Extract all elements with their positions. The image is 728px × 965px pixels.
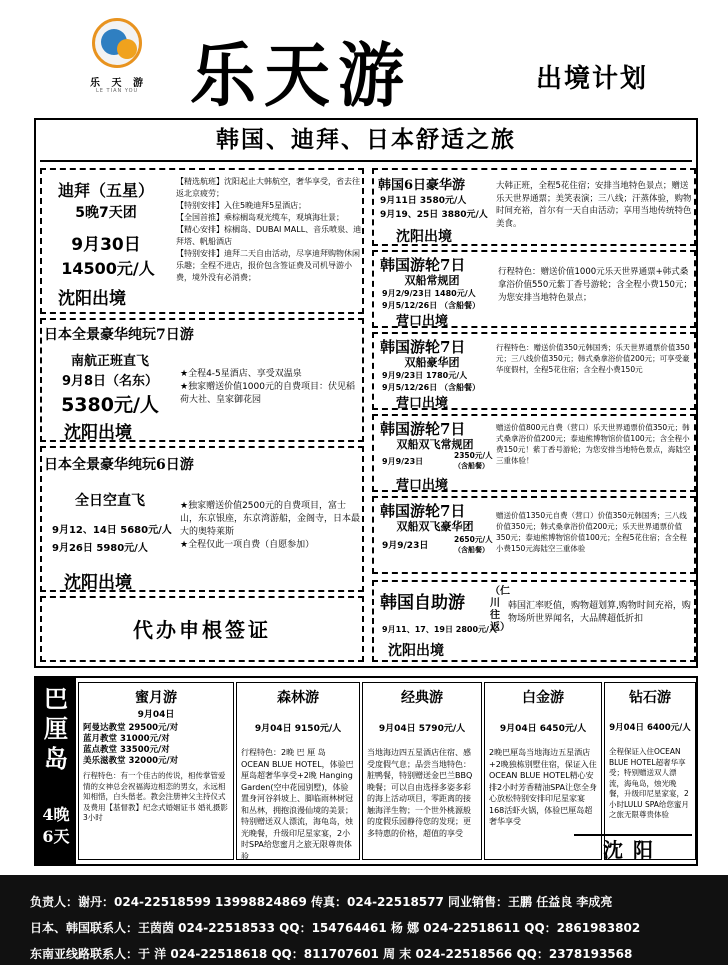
- korea6-box: [372, 168, 696, 246]
- japan6-row: 9月12、14日 5680元/人: [52, 525, 172, 536]
- japan6-note: ★全程仅此一项自费（自愿参加）: [180, 540, 315, 550]
- divider: [40, 160, 692, 162]
- japan6-box: [40, 446, 364, 592]
- cruise1-box: [372, 250, 696, 328]
- cruise1-departure: 营口出境: [396, 314, 449, 329]
- japan7-title: 日本全景豪华纯玩7日游: [44, 327, 194, 343]
- honeymoon-title: 蜜月游: [135, 690, 177, 706]
- korea6-title: 韩国6日豪华游: [378, 178, 466, 193]
- self-row: 9月11、17、19日 2800元/人: [382, 625, 497, 634]
- logo-subtitle: LE TIAN YOU: [96, 88, 139, 94]
- dubai-note: 【特别安排】入住5晚迪拜5星酒店；: [176, 201, 307, 210]
- cruise2-rows: [382, 370, 494, 394]
- dubai-note: 【精选航班】沈阳起止大韩航空，奢华享受，省去往返北京疲劳；: [176, 177, 360, 198]
- cruise3-date: 9月9/23日: [382, 457, 424, 466]
- cruise2-sub: 双船豪华团: [404, 356, 460, 369]
- korea6-rows: [380, 194, 490, 222]
- visa-box: [40, 596, 364, 662]
- header: [0, 0, 728, 118]
- cruise1-rows: [382, 288, 494, 312]
- cruise1-row: 9月5/12/26日 （含船餐）: [382, 301, 481, 310]
- cruise2-row: 9月9/23日 1780元/人: [382, 371, 468, 380]
- main-section: [34, 118, 698, 668]
- japan7-departure: 沈阳出境: [64, 423, 132, 443]
- platinum-price: 9月04日 6450元/人: [499, 724, 587, 734]
- logo-icon: [92, 18, 142, 68]
- self-title: 韩国自助游: [380, 593, 465, 613]
- diamond-price: 9月04日 6400元/人: [609, 723, 691, 733]
- dubai-price: 14500元/人: [61, 259, 155, 278]
- japan7-note: ★全程4-5星酒店、享受双温泉: [180, 369, 302, 379]
- classic-price: 9月04日 5790元/人: [378, 724, 466, 734]
- classic-notes: 当地海边四五星酒店住宿、感受度假气息；品尝当地特色：脏鸭餐，特别赠送金巴兰BBQ晚餐；可以自由选择多姿多彩的海上活动项目，零距离的接触海洋生物；一个世外桃源般的度假乐园静待您的发现；更多特惠的价格，超值的享受: [367, 748, 473, 838]
- japan6-departure: 沈阳出境: [64, 573, 132, 593]
- classic-title: 经典游: [401, 690, 443, 706]
- cruise3-sub: 双船双飞常规团: [396, 438, 474, 451]
- self-box: [372, 580, 696, 662]
- japan7-note: ★独家赠送价值1000元的自费项目：伏见稻荷大社、皇家御花园: [180, 382, 355, 405]
- cruise2-departure: 营口出境: [396, 396, 449, 411]
- brand-title: 乐天游: [190, 34, 412, 117]
- platinum-notes: 2晚巴厘岛当地海边五星酒店+2晚独栋别墅住宿，保证入住OCEAN BLUE HOTEL精心安排2小时芳香精油SPA让您全身心放松特别安排印尼星家宴 168活虾火锅，体验巴厘岛超奢华享受: [489, 748, 597, 826]
- japan6-title: 日本全景豪华纯玩6日游: [44, 457, 194, 473]
- dubai-note: 【全国首推】乘棕榈岛观光缆车，观填海壮景；: [176, 213, 344, 222]
- cruise4-notes: 赠送价值1350元自费（营口）价值350元韩国秀；三八线价值350元；韩式桑拿浴价值200元；乐天世界通票价值350元；泰迪熊博物馆价值100元；全程5花住宿；含全程小费150元海陆空三重体验: [496, 511, 687, 553]
- cruise1-title: 韩国游轮7日: [380, 256, 466, 274]
- logo-text: 乐 天 游: [90, 78, 147, 89]
- korea6-row: 9月19、25日 3880元/人: [380, 210, 488, 220]
- cruise2-box: [372, 332, 696, 410]
- footer-row: 日本、韩国联系人：王茵茵 024-22518533 QQ：154764461 杨 娜 024-22518611 QQ：2861983802: [30, 921, 641, 935]
- cruise1-sub: 双船常规团: [404, 274, 460, 287]
- honeymoon-row: 美乐滋教堂 32000元/对: [83, 756, 179, 766]
- diamond-notes: 全程保证入住OCEAN BLUE HOTEL超奢华享受；特别赠送双人漂流，海龟岛，烛光晚餐，升级印尼星家宴，2小时LULU SPA给您蜜月之旅无限尊贵体验: [609, 747, 689, 819]
- dubai-note: 【精心安排】棕榈岛、DUBAI MALL、音乐喷泉、迪拜塔、帆船酒店: [176, 225, 362, 246]
- self-notes: 韩国汇率贬值，购物超划算,购物时间充裕，购物场所世界闻名，大品牌超低折扣: [508, 601, 691, 624]
- cruise3-title: 韩国游轮7日: [380, 420, 466, 438]
- cruise3-notes: 赠送价值800元自费（营口）乐天世界通票价值350元；韩式桑拿浴价值200元；泰迪熊博物馆价值100元；含全程小费150元！紫丁香号游轮；为您安排当地特色景点，海陆空三重体验！: [496, 423, 691, 465]
- cruise2-notes: 行程特色：赠送价值350元韩国秀；乐天世界通票价值350元；三八线价值350元；韩式桑拿浴价值200元；可享受豪华度假村，全程5花住宿；含全程小费150元: [496, 343, 690, 374]
- bali-days: 4晚6天: [42, 805, 70, 846]
- cruise3-price: 2350元/人: [454, 451, 493, 460]
- korea6-notes: 大韩正班，全程5花住宿；安排当地特色景点；赠送乐天世界通票；美笑表演；三八线；汗蒸体验，购物时间充裕，首尔有一天自由活动；享用当地传统特色美食。: [496, 181, 692, 229]
- diamond-title: 钻石游: [629, 690, 671, 706]
- visa-title: 代办申根签证: [133, 618, 271, 642]
- platinum-title: 白金游: [522, 690, 564, 706]
- honeymoon-rows: [83, 723, 233, 767]
- japan6-row: 9月26日 5980元/人: [52, 543, 148, 554]
- cruise2-row: 9月5/12/26日 （含船餐）: [382, 383, 481, 392]
- japan6-notes: [180, 500, 360, 552]
- forest-title: 森林游: [277, 690, 319, 706]
- japan7-price: 5380元/人: [61, 394, 159, 416]
- japan6-rows: [52, 522, 182, 558]
- honeymoon-notes: 行程特色：有一个佳古的传说，相传掌管爱情的女神总会祝福海边相恋的男女，永远相知相惜，白头偕老。教会注册神父主持仪式及费用【基督教】纪念式婚姻证书 婚礼摄影3小时: [83, 771, 228, 822]
- bali-side-banner: [36, 678, 76, 864]
- cruise4-price: 2650元/人: [454, 535, 493, 544]
- dubai-date: 9月30日: [71, 235, 141, 255]
- japan7-notes: [180, 368, 360, 407]
- bali-departure: 沈阳: [603, 838, 663, 862]
- honeymoon-row: 阿曼达教堂 29500元/对: [83, 723, 179, 733]
- self-departure: 沈阳出境: [388, 643, 444, 659]
- dubai-departure: 沈阳出境: [58, 289, 126, 309]
- korea6-row: 9月11日 3580元/人: [380, 196, 467, 206]
- forest-package: [236, 682, 360, 860]
- brand-subtitle: 出境计划: [536, 64, 649, 94]
- cruise3-box: [372, 414, 696, 492]
- japan7-date: 9月8日（名东）: [61, 374, 159, 389]
- cruise1-row: 9月2/9/23日 1480元/人: [382, 289, 476, 298]
- cruise1-notes: 行程特色：赠送价值1000元乐天世界通票+韩式桑拿浴价值550元紫丁香号游轮；含全程小费150元；为您安排当地特色景点；: [498, 267, 692, 303]
- honeymoon-row: 蓝点教堂 33500元/对: [83, 745, 170, 755]
- footer-row: 负责人：谢丹：024-22518599 13998824869 传真：024-22518577 同业销售：王鹏 任益良 李成亮: [30, 895, 613, 909]
- japan7-flight: 南航正班直飞: [70, 354, 149, 369]
- cruise4-title: 韩国游轮7日: [380, 502, 466, 520]
- cruise4-meal: （含船餐）: [454, 546, 489, 554]
- cruise2-title: 韩国游轮7日: [380, 338, 466, 356]
- classic-package: [362, 682, 482, 860]
- dubai-note: 【特别安排】迪拜二天自由活动，尽享迪拜购物休闲乐趣；全程不进店，报价包含签证费及司机导游小费，境外没有必消费；: [176, 249, 360, 282]
- honeymoon-row: 蓝月教堂 31000元/对: [83, 734, 170, 744]
- honeymoon-package: [78, 682, 234, 860]
- bali-name: 巴厘岛: [44, 684, 68, 773]
- japan6-flight: 全日空直飞: [75, 493, 145, 509]
- cruise4-sub: 双船双飞豪华团: [396, 520, 474, 533]
- dubai-notes: [176, 176, 362, 284]
- forest-price: 9月04日 9150元/人: [254, 724, 342, 734]
- footer: [0, 875, 728, 965]
- forest-notes: 行程特色：2晚 巴 厘 岛 OCEAN BLUE HOTEL，体验巴厘岛超奢华享受+2晚 Hanging Garden(空中花园别墅)，体验置身河谷斜坡上、脚临雨林树冠和丛林，拥抱浪漫仙境的美景；特别赠送双人漂流，海龟岛，烛光晚餐，升级印尼星家宴，2小时SPA给您蜜月之旅无限尊贵体验: [241, 748, 354, 861]
- japan6-note: ★独家赠送价值2500元的自费项目，富士山，东京银座，东京湾游船，金阁寺，日本最大的奥特莱斯: [180, 501, 361, 537]
- honeymoon-date: 9月04日: [137, 710, 175, 720]
- dubai-days: 5晚7天团: [75, 205, 137, 221]
- footer-row: 东南亚线路联系人：于 洋 024-22518618 QQ：811707601 周 末 024-22518566 QQ：2378193568: [30, 947, 633, 961]
- self-side: （仁川往返）: [490, 586, 510, 633]
- cruise4-date: 9月9/23日: [382, 541, 429, 551]
- dubai-box: [40, 168, 364, 314]
- bali-departure-badge: [574, 834, 692, 862]
- korea6-departure: 沈阳出境: [396, 229, 452, 245]
- cruise3-departure: 营口出境: [396, 478, 449, 493]
- dubai-title: 迪拜（五星）: [57, 181, 154, 200]
- japan7-box: [40, 318, 364, 442]
- cruise3-meal: （含船餐）: [454, 462, 489, 470]
- cruise4-box: [372, 496, 696, 574]
- route-title: 韩国、迪拜、日本舒适之旅: [216, 127, 516, 153]
